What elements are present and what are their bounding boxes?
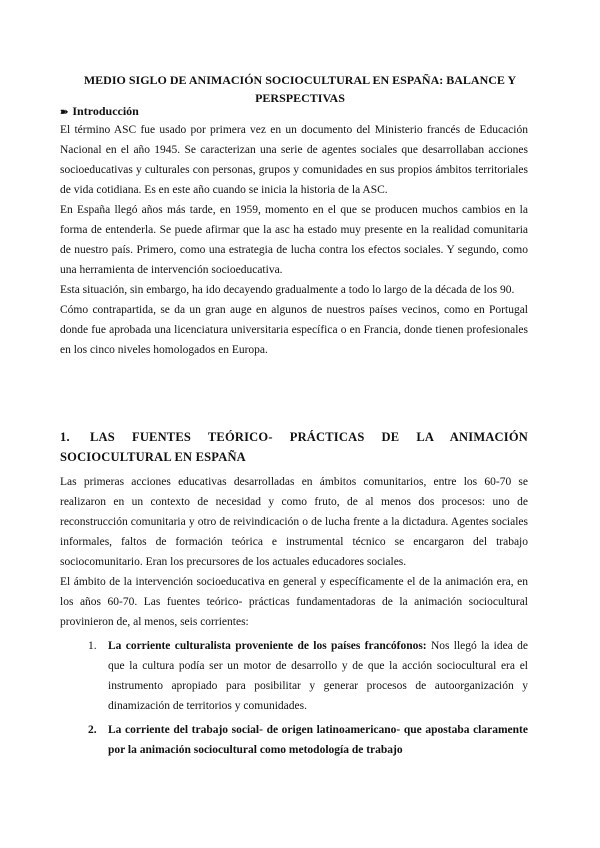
intro-heading: Introducción (72, 104, 139, 118)
document-title: MEDIO SIGLO DE ANIMACIÓN SOCIOCULTURAL EN ESPAÑA: BALANCE Y PERSPECTIVAS (83, 73, 517, 105)
section-heading (60, 427, 528, 467)
section-number: 1. (60, 430, 70, 444)
intro-body (60, 120, 528, 360)
currents-list (60, 636, 528, 760)
intro-paragraph: El término ASC fue usado por primera vez en un documento del Ministerio francés de Educación Nacional en el año 1945. Se caracterizan una serie de agentes sociales que desarrollaban acciones socioeducativas y culturales con personas, grupos y comunidades en sus propios ámbitos territoriales de vida cotidiana. Es en este año cuando se inicia la historia de la ASC. (60, 124, 528, 196)
list-item-bold: La corriente del trabajo social- de origen latinoamericano- que apostaba claramente por la animación sociocultural como metodología de trabajo (108, 724, 528, 756)
intro-heading-row (60, 102, 139, 122)
list-item-number: 2. (88, 724, 97, 736)
list-item (60, 720, 528, 760)
section-body (60, 472, 528, 632)
list-item-number: 1. (88, 640, 97, 652)
intro-paragraph: Cómo contrapartida, se da un gran auge en algunos de nuestros países vecinos, como en Portugal donde fue aprobada una licenciatura universitaria específica o en Francia, donde tienen profesionales en los cinco niveles homologados en Europa. (60, 304, 528, 356)
list-item-text: Nos llegó la idea de que la cultura podía ser un motor de desarrollo y de que la acción sociocultural era el instrumento apropiado para posibilitar y generar procesos de autoorganización y dinamización de territorios y comunidades. (108, 640, 528, 712)
intro-paragraph: Esta situación, sin embargo, ha ido decayendo gradualmente a todo lo largo de la década de los 90. (60, 284, 515, 296)
arrow-bullet-icon: ➽ (60, 107, 69, 118)
section-paragraph: Las primeras acciones educativas desarrolladas en ámbitos comunitarios, entre los 60-70 se realizaron en un contexto de necesidad y como fruto, de al menos dos procesos: uno de reconstrucción comunitaria y otro de reivindicación o de lucha frente a la dictadura. Agentes sociales informales, faltos de formación teórica e instrumental técnico se encargaron del trabajo sociocomunitario. Eran los precursores de los actuales educadores sociales. (60, 476, 528, 568)
section-title: LAS FUENTES TEÓRICO- PRÁCTICAS DE LA ANIMACIÓN SOCIOCULTURAL EN ESPAÑA (60, 430, 528, 464)
section-paragraph: El ámbito de la intervención socioeducativa en general y específicamente el de la animación era, en los años 60-70. Las fuentes teórico- prácticas fundamentadoras de la animación sociocultural provinieron de, al menos, seis corrientes: (60, 576, 528, 628)
list-item-bold: La corriente culturalista proveniente de los países francófonos: (108, 640, 427, 652)
intro-paragraph: En España llegó años más tarde, en 1959, momento en el que se producen muchos cambios en la forma de entenderla. Se puede afirmar que la asc ha estado muy presente en la realidad comunitaria de nuestro país. Primero, como una estrategia de lucha contra los efectos sociales. Y segundo, como una herramienta de intervención socioeducativa. (60, 204, 528, 276)
list-item (60, 636, 528, 716)
